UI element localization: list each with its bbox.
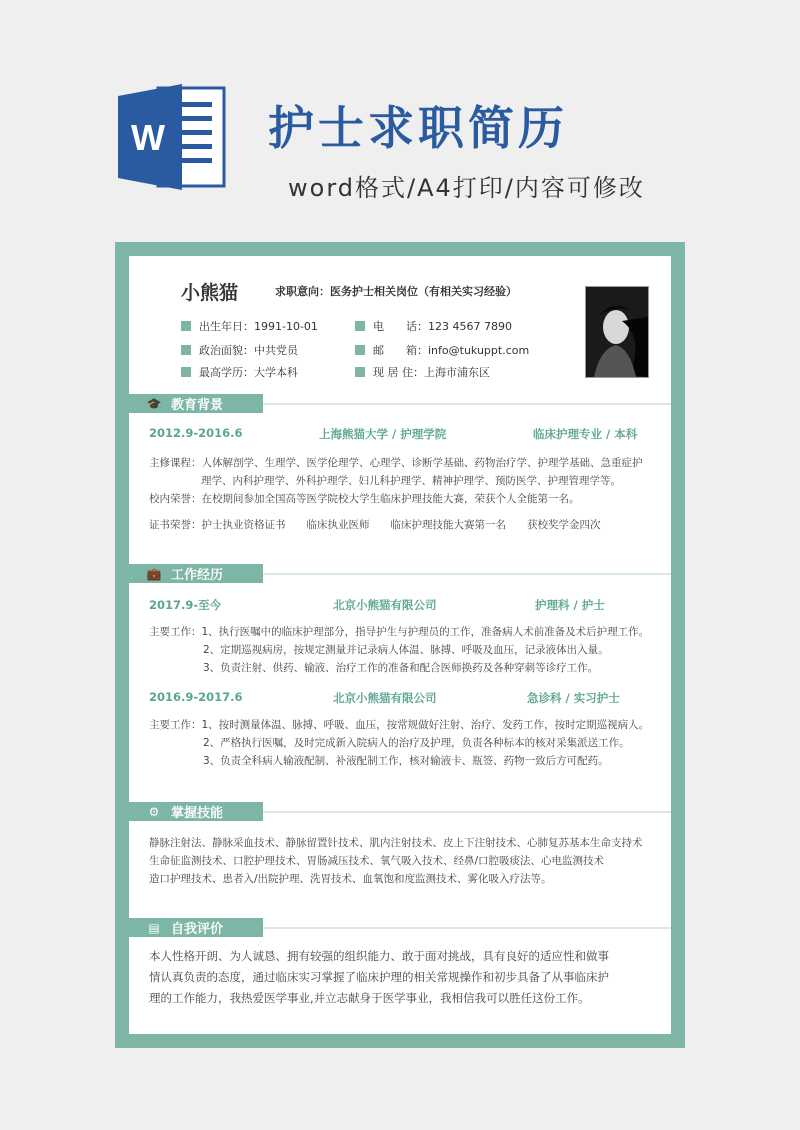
- page-title: 护士求职简历: [268, 101, 568, 155]
- section-divider: [263, 811, 671, 813]
- edu-courses-2: 理学、内科护理学、外科护理学、妇儿科护理学、精神护理学、预防医学、护理管理学等。: [201, 475, 621, 487]
- section-skills-header: ⚙ 掌握技能: [129, 802, 263, 821]
- job1-period: 2017.9-至今: [149, 598, 222, 612]
- svg-text:W: W: [131, 117, 165, 158]
- self-line-3: 理的工作能力，我热爱医学事业,并立志献身于医学事业，我相信我可以胜任这份工作。: [149, 991, 590, 1005]
- job1-company: 北京小熊猫有限公司: [333, 598, 437, 612]
- edu-certs: 证书荣誉：护士执业资格证书 临床执业医师 临床护理技能大赛第一名 获校奖学金四次: [149, 519, 601, 531]
- document-icon: ▤: [148, 920, 160, 935]
- bullet-square: [181, 367, 191, 377]
- skills-line-2: 生命征监测技术、口腔护理技术、胃肠减压技术、氧气吸入技术、经鼻/口腔吸痰法、心电监测技术: [149, 855, 605, 867]
- bullet-square: [355, 367, 365, 377]
- job1-line-1: 主要工作：1、执行医嘱中的临床护理部分，指导护生与护理员的工作，准备病人术前准备及术后护理工作。: [149, 626, 650, 638]
- candidate-name: 小熊猫: [181, 282, 239, 304]
- graduation-cap-icon: 🎓: [146, 396, 162, 411]
- info-email: 邮 箱： info@tukuppt.com: [355, 342, 529, 358]
- section-education-header: 🎓 教育背景: [129, 394, 263, 413]
- info-birth: 出生年日： 1991-10-01: [181, 318, 318, 334]
- edu-period: 2012.9-2016.6: [149, 426, 243, 440]
- edu-major: 临床护理专业 / 本科: [533, 427, 638, 441]
- job2-company: 北京小熊猫有限公司: [333, 691, 437, 705]
- edu-school: 上海熊猫大学 / 护理学院: [319, 427, 447, 441]
- job1-line-2: 2、定期巡视病房，按规定测量并记录病人体温、脉搏、呼吸及血压，记录液体出入量。: [203, 644, 609, 656]
- section-divider: [263, 403, 671, 405]
- self-line-1: 本人性格开朗、为人诚恳、拥有较强的组织能力、敢于面对挑战，具有良好的适应性和做事: [149, 949, 609, 963]
- info-phone: 电 话： 123 4567 7890: [355, 318, 512, 334]
- job-intent: 求职意向：医务护士相关岗位（有相关实习经验）: [275, 285, 517, 298]
- skills-line-3: 造口护理技术、患者入/出院护理、洗胃技术、血氧饱和度监测技术、雾化吸入疗法等。: [149, 873, 552, 885]
- resume-frame: [115, 242, 685, 1048]
- info-politics: 政治面貌： 中共党员: [181, 342, 298, 358]
- info-degree: 最高学历： 大学本科: [181, 364, 298, 380]
- bullet-square: [355, 345, 365, 355]
- word-file-icon: [118, 84, 228, 190]
- job1-line-3: 3、负责注射、供药、输液、治疗工作的准备和配合医师换药及各种穿刺等诊疗工作。: [203, 662, 599, 674]
- bullet-square: [181, 345, 191, 355]
- job2-role: 急诊科 / 实习护士: [527, 691, 620, 705]
- job2-period: 2016.9-2017.6: [149, 690, 243, 704]
- info-address: 现 居 住： 上海市浦东区: [355, 364, 490, 380]
- skills-line-1: 静脉注射法、静脉采血技术、静脉留置针技术、肌内注射技术、皮上下注射技术、心肺复苏基本生命支持术: [149, 837, 643, 849]
- edu-honors: 校内荣誉：在校期间参加全国高等医学院校大学生临床护理技能大赛，荣获个人全能第一名。: [149, 493, 580, 505]
- section-self-header: ▤ 自我评价: [129, 918, 263, 937]
- self-line-2: 情认真负责的态度，通过临床实习掌握了临床护理的相关常规操作和初步具备了从事临床护: [149, 970, 609, 984]
- section-work-header: 💼 工作经历: [129, 564, 263, 583]
- page-subtitle: word格式/A4打印/内容可修改: [288, 174, 645, 202]
- bullet-square: [181, 321, 191, 331]
- profile-photo: [585, 286, 649, 378]
- gear-icon: ⚙: [148, 804, 160, 819]
- bullet-square: [355, 321, 365, 331]
- edu-courses-1: 主修课程：人体解剖学、生理学、医学伦理学、心理学、诊断学基础、药物治疗学、护理学基础、急重症护: [149, 457, 643, 469]
- section-divider: [263, 927, 671, 929]
- briefcase-icon: 💼: [146, 566, 162, 581]
- resume-paper: [129, 256, 671, 1034]
- job2-line-1: 主要工作：1、按时测量体温、脉搏、呼吸、血压，按常规做好注射、治疗、发药工作，按时定期巡视病人。: [149, 719, 650, 731]
- job2-line-2: 2、严格执行医嘱，及时完成新入院病人的治疗及护理，负责各种标本的核对采集派送工作。: [203, 737, 630, 749]
- section-divider: [263, 573, 671, 575]
- job2-line-3: 3、负责全科病人输液配制、补液配制工作，核对输液卡、瓶签、药物一致后方可配药。: [203, 755, 609, 767]
- job1-role: 护理科 / 护士: [535, 598, 605, 612]
- banner: [0, 0, 800, 240]
